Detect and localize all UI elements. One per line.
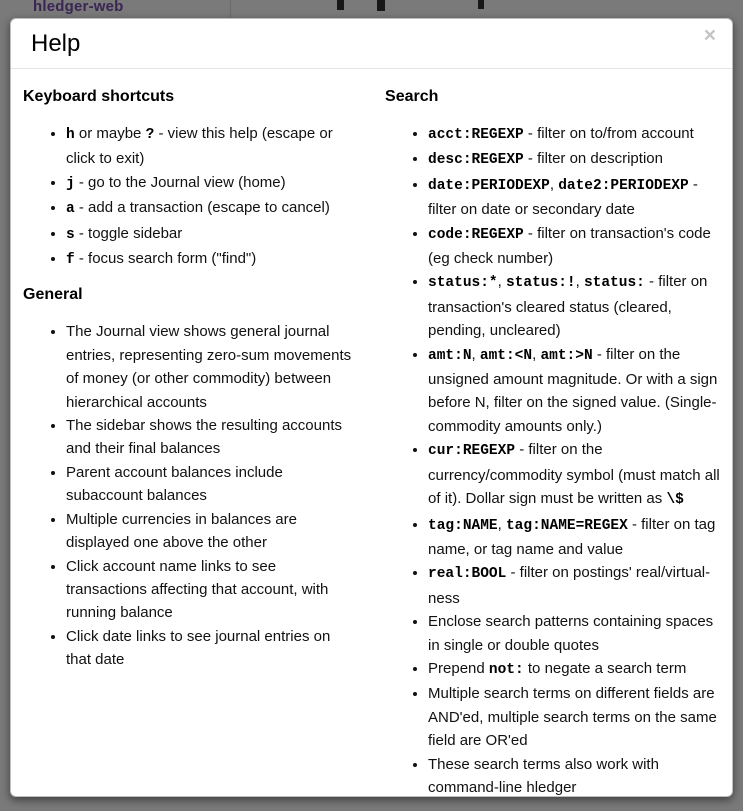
code-span: a [66,201,75,218]
list-item: • status:*, status:!, status: - filter on transaction's cleared status (cleared, pending, uncleared) [428,270,726,342]
code-span: date2:PERIODEXP [558,177,689,194]
code-span: tag:NAME=REGEX [505,517,628,534]
code-span: j [66,175,75,192]
background-text-fragment [377,0,385,11]
list-item: • Click account name links to see transactions affecting that account, with running balance [66,555,353,625]
code-span: status: [583,275,645,292]
help-column-left [11,83,363,686]
code-span: desc:REGEXP [428,152,524,169]
list-item: • Enclose search patterns containing spaces in single or double quotes [428,610,726,657]
background-brand-link: hledger-web [33,0,124,15]
help-column-right [363,83,732,797]
code-span: tag:NAME [428,517,498,534]
background-text-fragment [337,0,344,10]
help-section [23,286,353,671]
code-span: code:REGEXP [428,226,524,243]
list-item: • Click date links to see journal entries on that date [66,625,353,672]
list-item: • tag:NAME, tag:NAME=REGEX - filter on tag name, or tag name and value [428,513,726,562]
list-item: • Multiple currencies in balances are displayed one above the other [66,508,353,555]
list-item: • Multiple search terms on different fields are AND'ed, multiple search terms on the same field are OR'ed [428,682,726,752]
code-span: status:! [505,275,576,292]
background-text-fragment [478,0,484,9]
code-span: acct:REGEXP [428,127,524,143]
code-span: \$ [666,492,684,509]
list-item: • h or maybe ? - view this help (escape or click to exit) [66,122,353,171]
list-item: • code:REGEXP - filter on transaction's code (eg check number) [428,222,726,271]
code-span: f [66,252,75,269]
list-item: • The sidebar shows the resulting accounts and their final balances [66,414,353,461]
modal-title: Help [31,30,81,57]
background-page-top [0,0,743,18]
help-list [385,122,726,797]
help-modal [10,18,733,797]
help-section [385,88,726,797]
code-span: real:BOOL [428,566,507,583]
list-item: • real:BOOL - filter on postings' real/virtual-ness [428,561,726,610]
list-item: • a - add a transaction (escape to cancel) [66,196,353,221]
modal-header [11,19,732,69]
help-list [23,320,353,671]
background-sidebar-divider [230,0,231,18]
list-item: • acct:REGEXP - filter on to/from account [428,122,726,147]
section-heading: Search [385,88,439,105]
code-span: amt:N [428,347,472,364]
list-item: • These search terms also work with command-line hledger [428,753,726,797]
modal-body [11,69,732,797]
code-span: cur:REGEXP [428,443,516,460]
code-span: ? [145,127,155,143]
help-section [23,88,353,272]
code-span: date:PERIODEXP [428,177,550,194]
list-item: • amt:N, amt:<N, amt:>N - filter on the unsigned amount magnitude. Or with a sign before N, filter on the signed value. (Single-commodity amounts only.) [428,343,726,439]
list-item: • Prepend not: to negate a search term [428,657,726,682]
code-span: amt:>N [540,347,593,364]
list-item: • date:PERIODEXP, date2:PERIODEXP - filter on date or secondary date [428,173,726,222]
list-item: • Parent account balances include subaccount balances [66,461,353,508]
code-span: s [66,226,75,243]
section-heading: General [23,286,83,304]
list-item: • s - toggle sidebar [66,222,353,247]
code-span: amt:<N [479,347,533,364]
list-item: • f - focus search form ("find") [66,247,353,272]
code-span: h [66,127,75,143]
code-span: not: [488,661,524,678]
list-item: • cur:REGEXP - filter on the currency/commodity symbol (must match all of it). Dollar sign must be written as \$ [428,438,726,512]
list-item: • j - go to the Journal view (home) [66,171,353,196]
code-span: status:* [428,275,498,292]
list-item: • desc:REGEXP - filter on description [428,147,726,172]
section-heading: Keyboard shortcuts [23,88,175,105]
list-item: • The Journal view shows general journal entries, representing zero-sum movements of money (or other commodity) between hierarchical accounts [66,320,353,414]
close-icon[interactable]: × [703,24,716,47]
help-list [23,122,353,272]
